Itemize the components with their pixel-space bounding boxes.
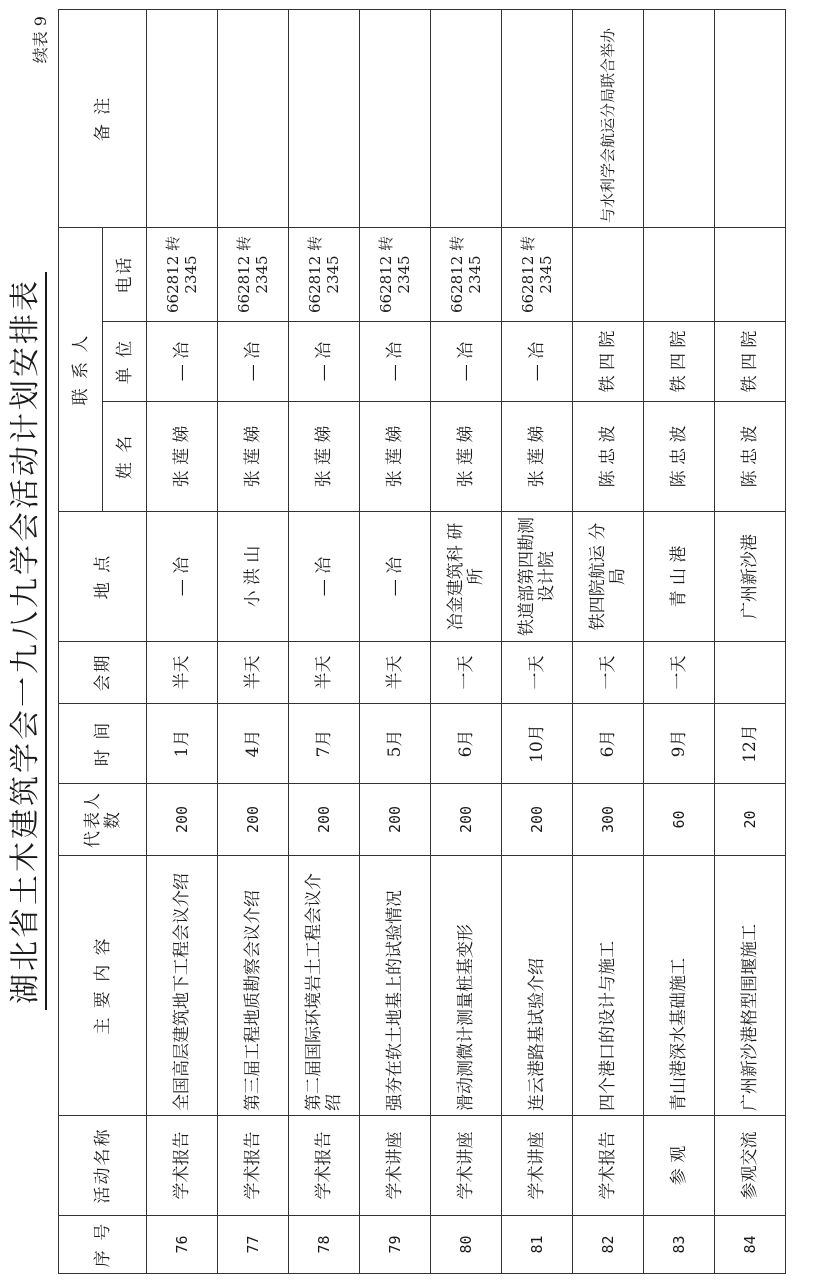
table-header xyxy=(59,10,147,1274)
cell-unit: — 冶 xyxy=(431,322,502,402)
cell-duration xyxy=(715,642,786,704)
cell-name: 张 莲 娣 xyxy=(289,402,360,512)
cell-content: 第二届国际环境岩土工程会议介绍 xyxy=(289,856,360,1116)
cell-content: 广州新沙港格型围堰施工 xyxy=(715,856,786,1116)
cell-count: 200 xyxy=(147,784,218,856)
cell-activity: 学术报告 xyxy=(289,1116,360,1216)
cell-time: 9月 xyxy=(644,704,715,784)
table-continuation-label: 续表 9 xyxy=(31,16,50,64)
cell-activity: 学术讲座 xyxy=(502,1116,573,1216)
cell-phone: 662812 转2345 xyxy=(218,228,289,322)
cell-unit: — 冶 xyxy=(289,322,360,402)
header-unit: 单 位 xyxy=(103,322,147,402)
cell-time: 1月 xyxy=(147,704,218,784)
header-notes: 备 注 xyxy=(59,10,147,228)
table-row xyxy=(147,10,218,1274)
cell-content: 全国高层建筑地下工程会议介绍 xyxy=(147,856,218,1116)
cell-place: 广州新沙港 xyxy=(715,512,786,642)
cell-notes xyxy=(360,10,431,228)
cell-phone: 662812 转2345 xyxy=(360,228,431,322)
cell-count: 20 xyxy=(715,784,786,856)
cell-name: 张 莲 娣 xyxy=(431,402,502,512)
cell-duration: 一天 xyxy=(644,642,715,704)
cell-time: 7月 xyxy=(289,704,360,784)
cell-seq: 81 xyxy=(502,1216,573,1274)
table-row xyxy=(218,10,289,1274)
cell-seq: 78 xyxy=(289,1216,360,1274)
cell-notes xyxy=(289,10,360,228)
cell-name: 陈 忠 波 xyxy=(644,402,715,512)
cell-place: 冶金建筑科 研 所 xyxy=(431,512,502,642)
activity-schedule-table xyxy=(58,9,786,1274)
cell-place: 铁道部第四勘测设计院 xyxy=(502,512,573,642)
header-place: 地 点 xyxy=(59,512,147,642)
cell-unit: — 冶 xyxy=(502,322,573,402)
cell-place: — 冶 xyxy=(289,512,360,642)
cell-seq: 79 xyxy=(360,1216,431,1274)
cell-content: 青山港深水基础施工 xyxy=(644,856,715,1116)
cell-content: 第三届工程地质勘察会议介绍 xyxy=(218,856,289,1116)
cell-count: 300 xyxy=(573,784,644,856)
cell-seq: 80 xyxy=(431,1216,502,1274)
header-seq: 序 号 xyxy=(59,1216,147,1274)
cell-duration: 半天 xyxy=(360,642,431,704)
cell-place: 小 洪 山 xyxy=(218,512,289,642)
cell-seq: 82 xyxy=(573,1216,644,1274)
cell-name: 张 莲 娣 xyxy=(147,402,218,512)
cell-place: — 冶 xyxy=(360,512,431,642)
cell-count: 200 xyxy=(360,784,431,856)
cell-unit: 铁 四 院 xyxy=(573,322,644,402)
cell-count: 200 xyxy=(218,784,289,856)
cell-notes xyxy=(147,10,218,228)
cell-notes xyxy=(644,10,715,228)
cell-time: 6月 xyxy=(573,704,644,784)
cell-count: 60 xyxy=(644,784,715,856)
cell-duration: 一天 xyxy=(573,642,644,704)
title-text: 湖北省土木建筑学会一九八九学会活动计划安排表 xyxy=(8,272,47,1010)
cell-notes xyxy=(218,10,289,228)
cell-time: 10月 xyxy=(502,704,573,784)
cell-activity: 学术讲座 xyxy=(431,1116,502,1216)
cell-phone xyxy=(644,228,715,322)
cell-phone: 662812 转2345 xyxy=(147,228,218,322)
cell-duration: 一天 xyxy=(502,642,573,704)
cell-name: 陈 忠 波 xyxy=(715,402,786,512)
cell-place: — 冶 xyxy=(147,512,218,642)
header-count: 代表人数 xyxy=(59,784,147,856)
cell-activity: 参观交流 xyxy=(715,1116,786,1216)
cell-notes xyxy=(502,10,573,228)
cell-name: 陈 忠 波 xyxy=(573,402,644,512)
cell-phone: 662812 转2345 xyxy=(502,228,573,322)
cell-unit: — 冶 xyxy=(218,322,289,402)
table-row xyxy=(644,10,715,1274)
cell-place: 青 山 港 xyxy=(644,512,715,642)
cell-activity: 学术报告 xyxy=(573,1116,644,1216)
cell-name: 张 莲 娣 xyxy=(502,402,573,512)
header-duration: 会期 xyxy=(59,642,147,704)
cell-duration: 半天 xyxy=(147,642,218,704)
header-content: 主 要 内 容 xyxy=(59,856,147,1116)
cell-activity: 参 观 xyxy=(644,1116,715,1216)
cell-seq: 77 xyxy=(218,1216,289,1274)
table-row xyxy=(431,10,502,1274)
cell-unit: 铁 四 院 xyxy=(715,322,786,402)
cell-count: 200 xyxy=(502,784,573,856)
cell-notes: 与水利学会航运分局联合举办 xyxy=(573,10,644,228)
cell-activity: 学术报告 xyxy=(218,1116,289,1216)
cell-name: 张 莲 娣 xyxy=(360,402,431,512)
cell-time: 6月 xyxy=(431,704,502,784)
cell-seq: 84 xyxy=(715,1216,786,1274)
cell-content: 四个港口的设计与施工 xyxy=(573,856,644,1116)
cell-notes xyxy=(431,10,502,228)
cell-place: 铁四院航运 分 局 xyxy=(573,512,644,642)
cell-unit: — 冶 xyxy=(360,322,431,402)
cell-activity: 学术报告 xyxy=(147,1116,218,1216)
cell-count: 200 xyxy=(431,784,502,856)
header-contact: 联 系 人 xyxy=(59,228,103,512)
cell-unit: — 冶 xyxy=(147,322,218,402)
cell-notes xyxy=(715,10,786,228)
cell-content: 连云港路基试验介绍 xyxy=(502,856,573,1116)
cell-content: 滑动测微计测量桩基变形 xyxy=(431,856,502,1116)
table-row xyxy=(360,10,431,1274)
document-title xyxy=(2,0,50,1282)
cell-phone: 662812 转2345 xyxy=(289,228,360,322)
table-row xyxy=(502,10,573,1274)
table-row xyxy=(573,10,644,1274)
cell-duration: 半天 xyxy=(218,642,289,704)
header-phone: 电话 xyxy=(103,228,147,322)
cell-seq: 76 xyxy=(147,1216,218,1274)
header-name: 姓 名 xyxy=(103,402,147,512)
cell-duration: 一天 xyxy=(431,642,502,704)
cell-content: 强夯在软土地基上的试验情况 xyxy=(360,856,431,1116)
cell-time: 4月 xyxy=(218,704,289,784)
cell-time: 5月 xyxy=(360,704,431,784)
cell-seq: 83 xyxy=(644,1216,715,1274)
table-row xyxy=(289,10,360,1274)
cell-unit: 铁 四 院 xyxy=(644,322,715,402)
cell-phone: 662812 转2345 xyxy=(431,228,502,322)
header-activity: 活动名称 xyxy=(59,1116,147,1216)
cell-phone xyxy=(573,228,644,322)
cell-activity: 学术讲座 xyxy=(360,1116,431,1216)
cell-duration: 半天 xyxy=(289,642,360,704)
cell-time: 12月 xyxy=(715,704,786,784)
cell-count: 200 xyxy=(289,784,360,856)
cell-phone xyxy=(715,228,786,322)
table-row xyxy=(715,10,786,1274)
header-time: 时 间 xyxy=(59,704,147,784)
cell-name: 张 莲 娣 xyxy=(218,402,289,512)
